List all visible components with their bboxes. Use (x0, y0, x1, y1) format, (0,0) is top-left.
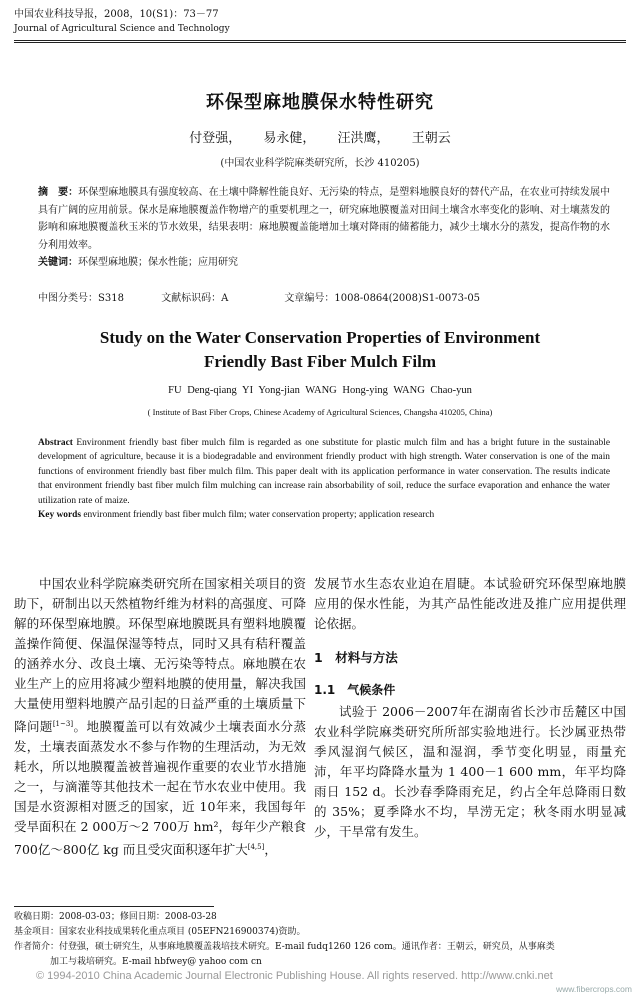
body-paragraph: 发展节水生态农业迫在眉睫。本试验研究环保型麻地膜应用的保水性能，为其产品性能改进及推广应用提供理论依据。 (314, 576, 626, 631)
footnote-author-cont: 加工与栽培研究。E-mail hbfwey@ yahoo com cn (50, 957, 262, 967)
authors-cn: 付登强， 易永健， 汪洪鹰， 王朝云 (189, 131, 451, 146)
body-text: 。地膜覆盖可以有效减少土壤表面水分蒸发，土壤表面蒸发水不参与作物的生理活动，为无效耗水，所以地膜覆盖被普遍视作重要的农业节水措施之一，与滴灌等其他技术一起在节水农业中使用。我国是水资源相对匮乏的国家，近 10年来，我国每年受旱面积在 2 000万～2 700万 hm²，每年少产粮食 700亿～800亿 kg 而且受灾面积逐年扩大 (14, 719, 306, 858)
subsection-heading: 1.1 气候条件 (314, 683, 396, 697)
keywords-cn (38, 254, 610, 272)
title-en-line1: Study on the Water Conservation Properties of Environment (99, 328, 541, 347)
header-rule (14, 40, 626, 41)
body-text: ， (264, 842, 277, 858)
abstract-en (38, 436, 610, 522)
clc-number: 中图分类号：S318 (38, 293, 124, 304)
journal-header (14, 8, 230, 36)
body-text: 中国农业科学院麻类研究所在国家相关项目的资助下，研制出以天然植物纤维为材料的高强度、可降解的环保型麻地膜。环保型麻地膜既具有塑料地膜覆盖操作简便、保温保湿等特点，同时又具有秸秆覆盖的涵养水分、改良土壤、无污染等特点。麻地膜在农业生产上的应用将减少塑料地膜的使用量，解决我国大量使用塑料地膜产品引起的日益严重的土壤质量下降问题 (14, 576, 306, 735)
title-en-line2: Friendly Bast Fiber Mulch Film (203, 352, 436, 371)
authors-en: FU Deng-qiang YI Yong-jian WANG Hong-ying WANG Chao-yun (168, 385, 472, 396)
journal-citation-cn: 中国农业科技导报，2008，10(S1)：73－77 (14, 9, 219, 20)
copyright-notice: © 1994-2010 China Academic Journal Electronic Publishing House. All rights reserved. http://www.cnki.net (36, 970, 553, 982)
abstract-cn (38, 184, 610, 272)
abstract-en-text: Environment friendly bast fiber mulch film is regarded as one substitute for plastic mulch film and has a bright future in the sustainable development of agriculture, because it is a biodegradable and environment friendly product with high strength. Water conservation is one of the main functions of environment friendly bast fiber mulch film. This paper dealt with its application performance in water conservation. The results indicate that environment friendly bast fiber mulch film mulching can increase rain absorbability of soil, reduce the surface evaporation and enhance the water utilization rate of maize. (38, 438, 610, 506)
keywords-en-text: environment friendly bast fiber mulch film; water conservation property; application research (83, 510, 435, 521)
document-code: 文献标识码：A (161, 293, 229, 304)
keywords-en (38, 508, 610, 522)
watermark: www.fibercrops.com (555, 984, 632, 994)
affiliation-cn: (中国农业科学院麻类研究所，长沙 410205) (220, 158, 420, 169)
reference-mark: [4,5] (247, 843, 265, 852)
classification-line (38, 289, 610, 304)
footnote-funding: 基金项目：国家农业科技成果转化重点项目 (05EFN216900374)资助。 (14, 927, 306, 937)
title-cn: 环保型麻地膜保水特性研究 (206, 92, 434, 113)
affiliation-en: ( Institute of Bast Fiber Crops, Chinese Academy of Agricultural Sciences, Changsha 410205, China) (147, 407, 493, 417)
body-column-left (14, 574, 306, 860)
keywords-cn-text: 环保型麻地膜；保水性能；应用研究 (78, 257, 238, 268)
abstract-cn-text: 环保型麻地膜具有强度较高、在土壤中降解性能良好、无污染的特点，是塑料地膜良好的替代产品，在农业可持续发展中具有广阔的应用前景。保水是麻地膜覆盖作物增产的重要机理之一，研究麻地膜覆盖对田间土壤含水率变化的影响、对土壤蒸发的影响和麻地膜覆盖秋玉米的节水效果，结果表明：麻地膜覆盖能增加土壤对降雨的储蓄能力，减少土壤水分的蒸发，提高作物的水分利用效率。 (38, 187, 611, 251)
header-rule-double (14, 42, 626, 43)
footnote-author: 作者简介：付登强，硕士研究生，从事麻地膜覆盖栽培技术研究。E-mail fudq1260 126 com。通讯作者：王朝云，研究员，从事麻类 (14, 942, 555, 952)
article-number: 文章编号：1008-0864(2008)S1-0073-05 (284, 293, 481, 304)
footnote-received: 收稿日期：2008-03-03；修回日期：2008-03-28 (14, 912, 217, 922)
section-heading: 1 材料与方法 (314, 650, 398, 665)
keywords-en-label: Key words (38, 510, 81, 521)
abstract-cn-label: 摘 要： (38, 187, 79, 198)
keywords-cn-label: 关键词： (38, 257, 78, 268)
footnote-rule (14, 906, 214, 907)
title-en (0, 326, 640, 374)
body-column-right (314, 574, 626, 842)
body-paragraph (14, 574, 306, 860)
body-paragraph: 试验于 2006－2007年在湖南省长沙市岳麓区中国农业科学院麻类研究所所部实验地进行。长沙属亚热带季风湿润气候区，温和湿润，季节变化明显，雨量充沛，年平均降降水量为 1 400－1 600 mm，年平均降雨日 152 d。长沙春季降雨充足，约占全年总降雨日数的 35%；夏季降水不均，旱涝无定；秋冬雨水明显减少，干旱常有发生。 (314, 704, 626, 839)
abstract-en-label: Abstract (38, 438, 73, 448)
journal-name-en: Journal of Agricultural Science and Technology (14, 24, 230, 34)
footnotes (14, 910, 626, 970)
reference-mark: [1~3] (52, 720, 74, 728)
